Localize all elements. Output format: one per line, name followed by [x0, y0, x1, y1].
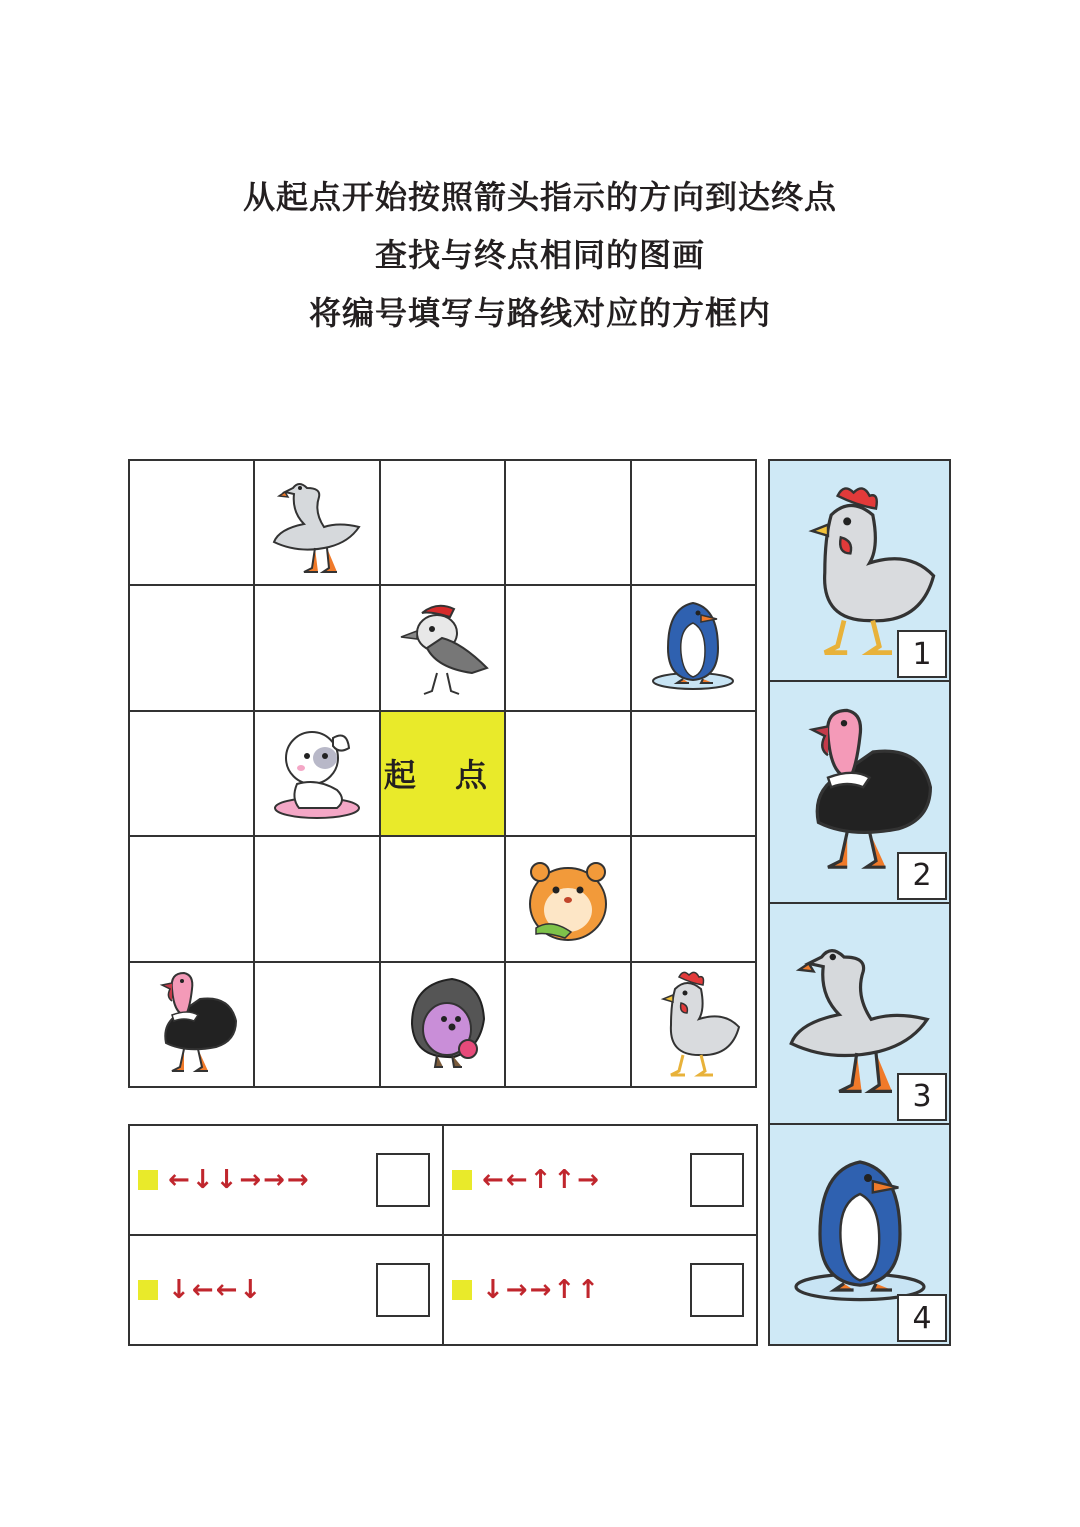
grid-cell-woodpecker: [381, 586, 506, 711]
option-panel-4: [768, 1123, 951, 1346]
option-number: 3: [897, 1073, 947, 1121]
answer-box[interactable]: [690, 1263, 744, 1317]
grid-cell: [130, 586, 255, 711]
grid-cell: [632, 712, 757, 837]
grid-cell-penguin: [632, 586, 757, 711]
answer-box[interactable]: [376, 1263, 430, 1317]
start-cell: [381, 712, 506, 837]
grid-cell: [255, 963, 380, 1088]
turkey-icon: [142, 969, 242, 1079]
route-1: [130, 1126, 444, 1236]
instruction-line-3: 将编号填写与路线对应的方框内: [308, 294, 771, 332]
grid-cell-puppy: [255, 712, 380, 837]
penguin-icon: [643, 593, 743, 703]
hen-icon: [643, 969, 743, 1079]
hedgehog-icon: [392, 969, 492, 1079]
grid-cell: [632, 837, 757, 962]
grid-cell: [381, 837, 506, 962]
route-arrows: ↓←←↓: [168, 1275, 264, 1305]
grid-cell: [130, 837, 255, 962]
grid-cell-hen: [632, 963, 757, 1088]
grid-cell: [506, 963, 631, 1088]
answer-options: [768, 459, 951, 1346]
grid-cell: [632, 461, 757, 586]
option-panel-3: [768, 902, 951, 1123]
grid-cell: [381, 461, 506, 586]
route-4: [444, 1236, 758, 1346]
grid-cell: [506, 586, 631, 711]
option-number: 2: [897, 852, 947, 900]
option-panel-2: [768, 680, 951, 901]
grid-cell: [506, 712, 631, 837]
puppy-icon: [267, 718, 367, 828]
route-arrows: ←↓↓→→→: [168, 1165, 311, 1195]
route-arrows: ←←↑↑→: [482, 1165, 601, 1195]
route-2: [444, 1126, 758, 1236]
route-3: [130, 1236, 444, 1346]
start-marker: [138, 1280, 158, 1300]
grid-cell: [130, 712, 255, 837]
hamster-icon: [518, 844, 618, 954]
instructions: [0, 168, 1080, 342]
option-number: 1: [897, 630, 947, 678]
goose-icon: [267, 468, 367, 578]
route-arrows: ↓→→↑↑: [482, 1275, 601, 1305]
grid-cell-goose: [255, 461, 380, 586]
start-marker: [452, 1170, 472, 1190]
grid-cell: [130, 461, 255, 586]
woodpecker-icon: [392, 593, 492, 703]
grid-cell-turkey: [130, 963, 255, 1088]
grid-cell: [255, 837, 380, 962]
grid-cell-hedgehog: [381, 963, 506, 1088]
grid-cell-hamster: [506, 837, 631, 962]
route-table: [128, 1124, 758, 1346]
maze-grid: [128, 459, 757, 1088]
start-marker: [138, 1170, 158, 1190]
answer-box[interactable]: [690, 1153, 744, 1207]
instruction-line-2: 查找与终点相同的图画: [374, 236, 705, 274]
start-marker: [452, 1280, 472, 1300]
answer-box[interactable]: [376, 1153, 430, 1207]
instruction-line-1: 从起点开始按照箭头指示的方向到达终点: [242, 178, 837, 216]
option-panel-1: [768, 459, 951, 680]
grid-cell: [506, 461, 631, 586]
start-label: 起 点: [383, 756, 502, 795]
option-number: 4: [897, 1294, 947, 1342]
grid-cell: [255, 586, 380, 711]
